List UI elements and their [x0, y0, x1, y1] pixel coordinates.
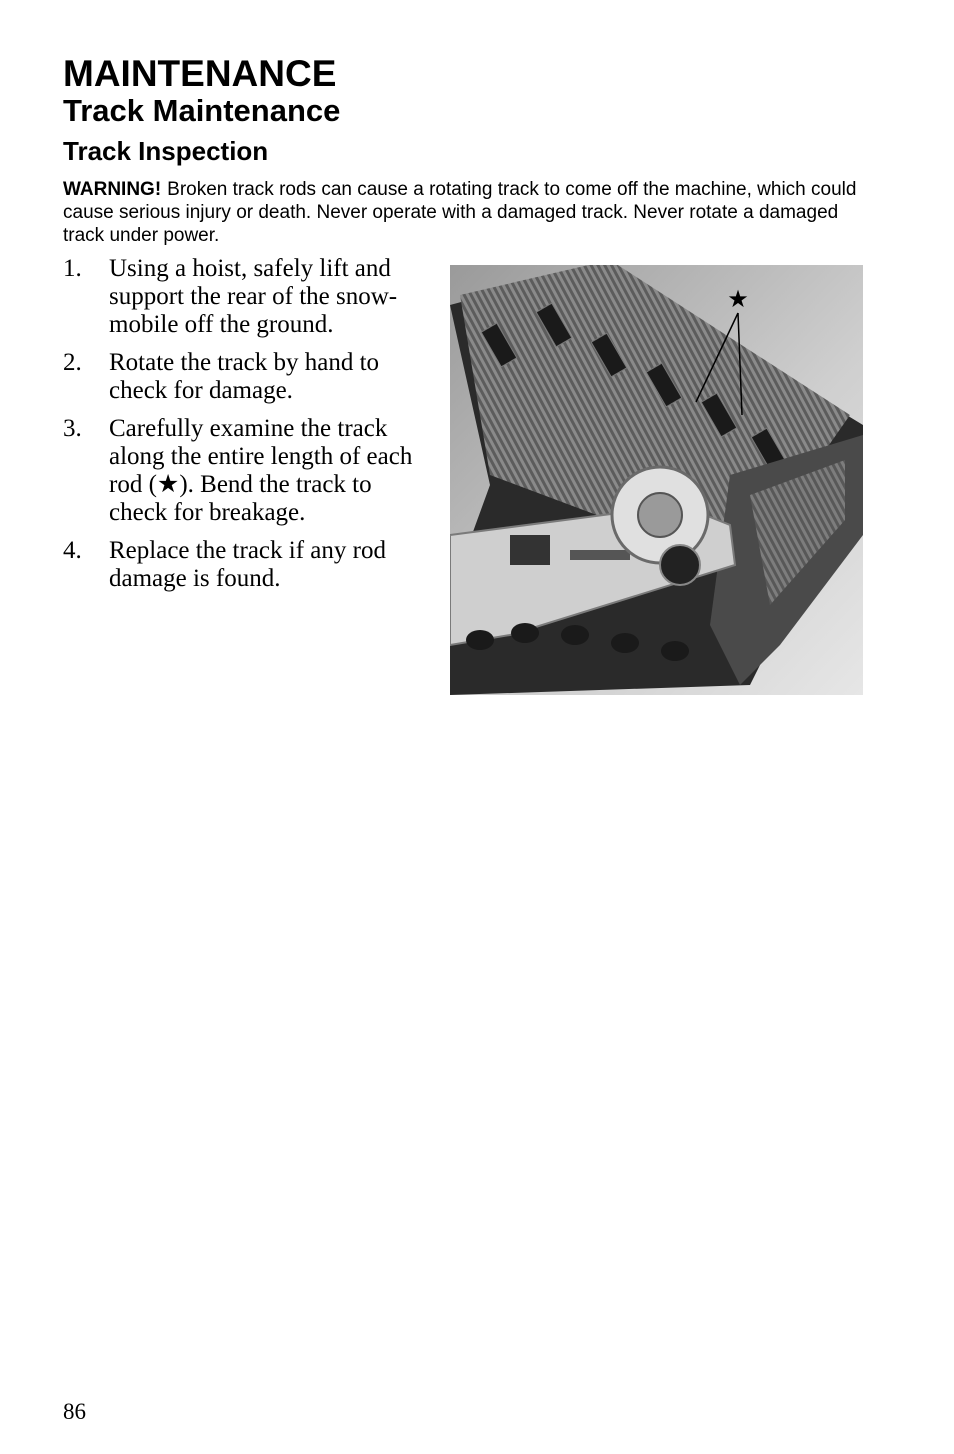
- step-text: Replace the track if any rod damage is found.: [109, 537, 386, 592]
- track-illustration: [450, 265, 863, 695]
- section-title: Track Maintenance: [63, 93, 341, 128]
- inspection-steps: [63, 255, 433, 603]
- step-item: [63, 255, 433, 339]
- step-text: Rotate the track by hand to check for damage.: [109, 349, 380, 404]
- step-item: [63, 537, 433, 593]
- track-photo: [450, 265, 863, 695]
- warning-label: WARNING!: [63, 179, 162, 200]
- star-callout: ★: [727, 285, 749, 313]
- page-number: 86: [63, 1399, 86, 1424]
- step-item: [63, 349, 433, 405]
- warning-text: Broken track rods can cause a rotating track to come off the machine, which could cause serious injury or death. Never operate with a damaged track. Never rotate a damaged track under power.: [63, 179, 857, 246]
- step-number: 2.: [63, 349, 82, 376]
- step-text: Using a hoist, safely lift and support the rear of the snow-mobile off the ground.: [109, 255, 398, 338]
- warning-block: [63, 178, 863, 247]
- chapter-title: MAINTENANCE: [63, 53, 337, 94]
- step-number: 4.: [63, 537, 82, 564]
- step-text: Carefully examine the track along the entire length of each rod (★). Bend the track to check for breakage.: [109, 415, 413, 526]
- step-number: 1.: [63, 255, 82, 282]
- subsection-title: Track Inspection: [63, 136, 269, 166]
- step-number: 3.: [63, 415, 82, 442]
- step-item: [63, 415, 433, 527]
